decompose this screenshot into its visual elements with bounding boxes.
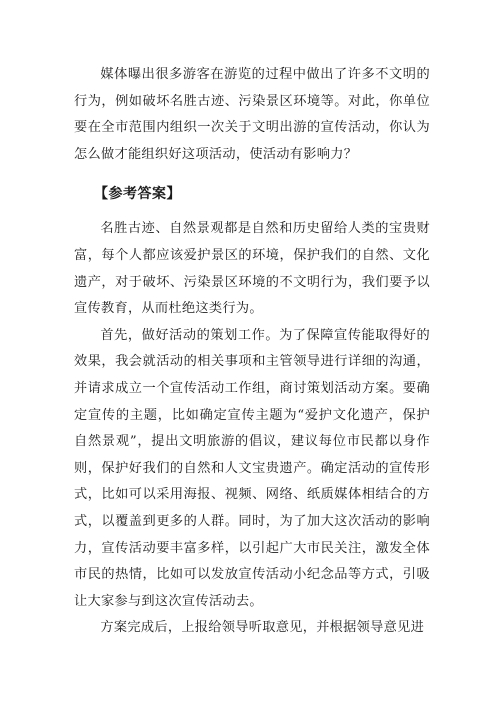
- answer-heading: 【参考答案】: [94, 186, 181, 203]
- question-paragraph: 媒体曝出很多游客在游览的过程中做出了许多不文明的行为，例如破坏名胜古迹、污染景区环境等。对此，你单位要在全市范围内组织一次关于文明出游的宣传活动，你认为怎么做才能组织好这项活动，使活动有影响力？: [74, 67, 430, 162]
- answer-paragraph-3: 方案完成后，上报给领导听取意见，并根据领导意见进: [100, 620, 425, 636]
- answer-paragraph-2: 首先，做好活动的策划工作。为了保障宣传能取得好的效果，我会就活动的相关事项和主管领导进行详细的沟通，并请求成立一个宣传活动工作组，商讨策划活动方案。要确定宣传的主题，比如确定宣传主题为“爱护文化遗产，保护自然景观”，提出文明旅游的倡议，建议每位市民都以身作则，保护好我们的自然和人文宝贵遗产。确定活动的宣传形式，比如可以采用海报、视频、网络、纸质媒体相结合的方式，以覆盖到更多的人群。同时，为了加大这次活动的影响力，宣传活动要丰富多样，以引起广大市民关注，激发全体市民的热情，比如可以发放宣传活动小纪念品等方式，引吸让大家参与到这次宣传活动去。: [74, 327, 430, 609]
- answer-paragraph-1: 名胜古迹、自然景观都是自然和历史留给人类的宝贵财富，每个人都应该爱护景区的环境，保护我们的自然、文化遗产，对于破坏、污染景区环境的不文明行为，我们要予以宣传教育，从而杜绝这类行为。: [74, 221, 430, 317]
